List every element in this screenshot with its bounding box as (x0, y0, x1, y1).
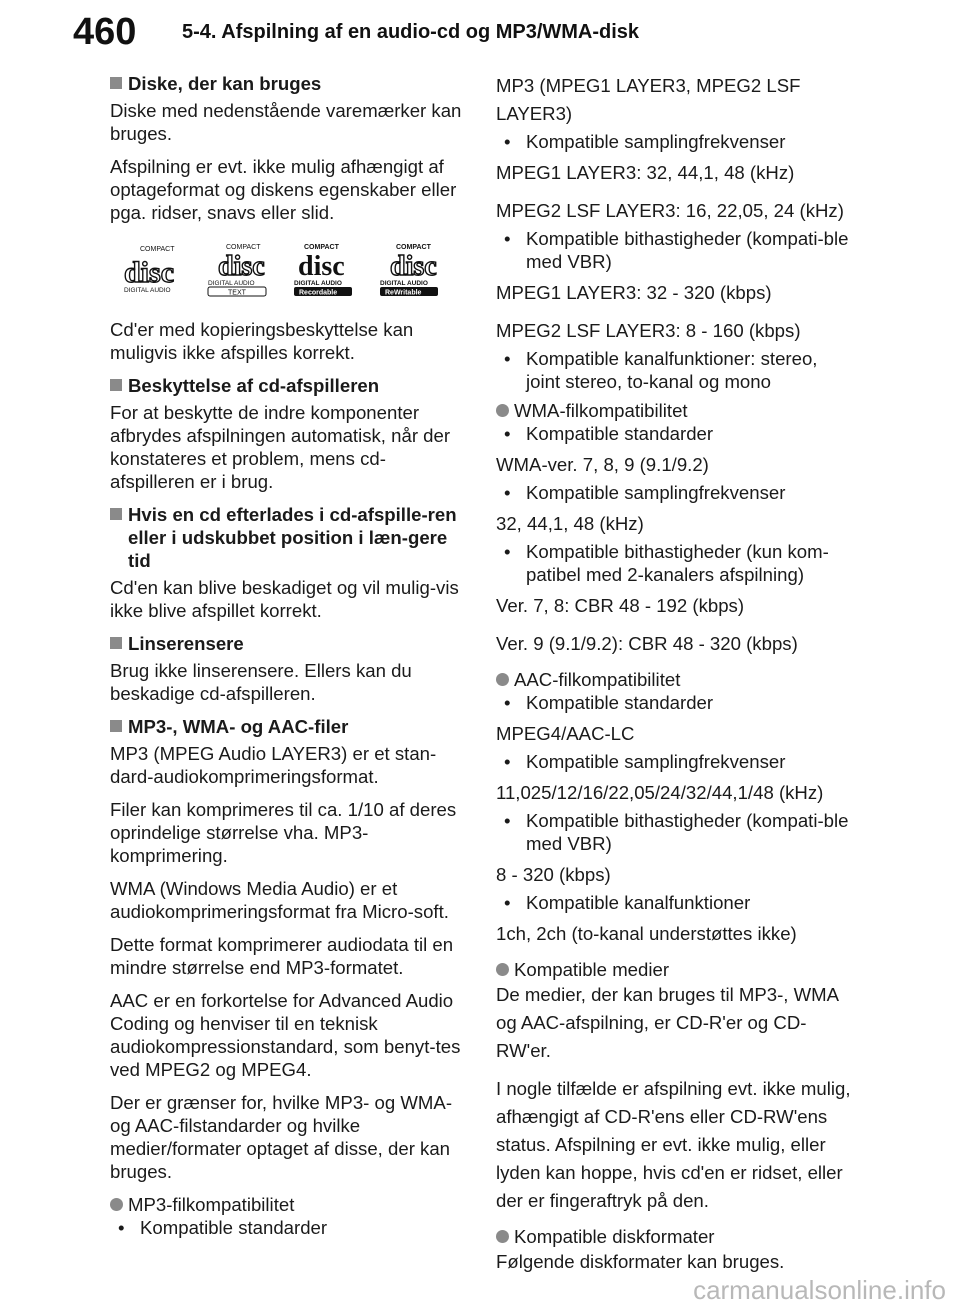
heading-usable-discs: Diske, der kan bruges (110, 72, 470, 95)
bullet-item: • Kompatible samplingfrekvenser (504, 131, 786, 152)
section-title: 5-4. Afspilning af en audio-cd og MP3/WMA-disk (182, 21, 640, 43)
circle-bullet-icon (496, 963, 509, 976)
square-bullet-icon (110, 77, 122, 89)
square-bullet-icon (110, 637, 122, 649)
compact-disc-text-logo (204, 242, 280, 298)
paragraph: 32, 44,1, 48 (kHz) (496, 513, 644, 534)
heading-mp3-wma-aac-files: MP3-, WMA- og AAC-filer (110, 715, 470, 738)
circle-bullet-icon (110, 1198, 123, 1211)
svg-text:ReWritable: ReWritable (385, 289, 422, 297)
svg-text:COMPACT: COMPACT (304, 244, 339, 251)
paragraph: Ver. 7, 8: CBR 48 - 192 (kbps) (496, 595, 745, 616)
bullet-item: • Kompatible kanalfunktioner (504, 892, 751, 913)
paragraph: I nogle tilfælde er afspilning evt. ikke mulig, afhængigt af CD-R'ens eller CD-RW'ens status. Afspilning er evt. ikke mulig, eller lyden kan hoppe, hvis cd'en er ridset, eller der er fingeraftryk på den. (496, 1078, 851, 1211)
svg-text:COMPACT: COMPACT (140, 246, 175, 253)
bullet-item: • Kompatible bithastigheder (kompati-ble med VBR) (504, 228, 849, 272)
circle-bullet-icon (496, 404, 509, 417)
svg-text:DIGITAL AUDIO: DIGITAL AUDIO (380, 280, 428, 287)
square-bullet-icon (110, 508, 122, 520)
svg-text:disc: disc (218, 251, 265, 282)
right-column (496, 72, 856, 1286)
page-number: 460 (0, 6, 168, 58)
svg-text:DIGITAL AUDIO: DIGITAL AUDIO (208, 280, 255, 287)
heading-lens-cleaners: Linserensere (110, 632, 470, 655)
bullet-item: • Kompatible samplingfrekvenser (504, 751, 786, 772)
paragraph: For at beskytte de indre komponenter afbrydes afspilningen automatisk, når der konstateres et problem, mens cd-afspilleren er i brug. (110, 402, 451, 492)
paragraph: Følgende diskformater kan bruges. (496, 1251, 785, 1272)
paragraph: Cd'en kan blive beskadiget og vil mulig-vis ikke blive afspillet korrekt. (110, 577, 459, 621)
subheading-wma-compat: WMA-filkompatibilitet (496, 399, 856, 422)
bullet-item: • Kompatible standarder (118, 1217, 328, 1238)
paragraph: 11,025/12/16/22,05/24/32/44,1/48 (kHz) (496, 782, 824, 803)
paragraph: Brug ikke linserensere. Ellers kan du beskadige cd-afspilleren. (110, 660, 412, 704)
bullet-item: • Kompatible standarder (504, 692, 714, 713)
bullet-item: • Kompatible standarder (504, 423, 714, 444)
paragraph: Der er grænser for, hvilke MP3- og WMA- og AAC-filstandarder og hvilke medier/formater optaget af disse, der kan bruges. (110, 1092, 453, 1182)
paragraph: 8 - 320 (kbps) (496, 864, 611, 885)
paragraph: De medier, der kan bruges til MP3-, WMA og AAC-afspilning, er CD-R'er og CD-RW'er. (496, 984, 839, 1061)
heading-cd-left-in-player: Hvis en cd efterlades i cd-afspille-ren eller i udskubbet position i læn-gere tid (110, 503, 470, 572)
svg-text:disc: disc (124, 256, 175, 289)
paragraph: MPEG2 LSF LAYER3: 16, 22,05, 24 (kHz) (496, 200, 844, 221)
disc-logos (118, 242, 470, 298)
paragraph: WMA-ver. 7, 8, 9 (9.1/9.2) (496, 454, 709, 475)
paragraph: MPEG4/AAC-LC (496, 723, 635, 744)
svg-text:COMPACT: COMPACT (396, 244, 431, 251)
subheading-disc-formats: Kompatible diskformater (496, 1225, 856, 1248)
svg-text:COMPACT: COMPACT (226, 244, 261, 251)
paragraph: MPEG1 LAYER3: 32, 44,1, 48 (kHz) (496, 162, 795, 183)
paragraph: Diske med nedenstående varemærker kan bruges. (110, 100, 462, 144)
square-bullet-icon (110, 720, 122, 732)
paragraph: Cd'er med kopieringsbeskyttelse kan muligvis ikke afspilles korrekt. (110, 319, 414, 363)
watermark: carmanualsonline.info (693, 1275, 946, 1305)
paragraph: MPEG1 LAYER3: 32 - 320 (kbps) (496, 282, 772, 303)
svg-text:disc: disc (390, 251, 437, 282)
svg-text:DIGITAL AUDIO: DIGITAL AUDIO (294, 280, 342, 287)
paragraph: Ver. 9 (9.1/9.2): CBR 48 - 320 (kbps) (496, 633, 798, 654)
paragraph: 1ch, 2ch (to-kanal understøttes ikke) (496, 923, 797, 944)
circle-bullet-icon (496, 673, 509, 686)
left-column (110, 72, 470, 1245)
page-header (0, 0, 960, 58)
circle-bullet-icon (496, 1230, 509, 1243)
heading-player-protection: Beskyttelse af cd-afspilleren (110, 374, 470, 397)
paragraph: Filer kan komprimeres til ca. 1/10 af deres oprindelige størrelse vha. MP3-komprimering. (110, 799, 457, 866)
bullet-item: • Kompatible bithastigheder (kun kom-patibel med 2-kanalers afspilning) (504, 541, 829, 585)
compact-disc-rewritable-logo (376, 242, 452, 298)
svg-text:Recordable: Recordable (299, 289, 338, 297)
svg-text:DIGITAL AUDIO: DIGITAL AUDIO (124, 287, 171, 294)
paragraph: AAC er en forkortelse for Advanced Audio Coding og henviser til en teknisk audiokompressionstandard, som benyt-tes ved MPEG2 og MPEG4. (110, 990, 461, 1080)
square-bullet-icon (110, 379, 122, 391)
bullet-item: • Kompatible kanalfunktioner: stereo, joint stereo, to-kanal og mono (504, 348, 818, 392)
compact-disc-recordable-logo (290, 242, 366, 298)
compact-disc-digital-audio-logo (118, 242, 194, 298)
svg-text:TEXT: TEXT (228, 289, 246, 297)
paragraph: WMA (Windows Media Audio) er et audiokomprimeringsformat fra Micro-soft. (110, 878, 449, 922)
svg-text:disc: disc (298, 251, 345, 282)
paragraph: MP3 (MPEG Audio LAYER3) er et stan-dard-audiokomprimeringsformat. (110, 743, 437, 787)
subheading-compatible-media: Kompatible medier (496, 958, 856, 981)
paragraph: MP3 (MPEG1 LAYER3, MPEG2 LSF LAYER3) (496, 75, 801, 124)
subheading-mp3-compat: MP3-filkompatibilitet (110, 1193, 470, 1216)
paragraph: MPEG2 LSF LAYER3: 8 - 160 (kbps) (496, 320, 801, 341)
bullet-item: • Kompatible samplingfrekvenser (504, 482, 786, 503)
bullet-item: • Kompatible bithastigheder (kompati-ble med VBR) (504, 810, 849, 854)
paragraph: Dette format komprimerer audiodata til en mindre størrelse end MP3-formatet. (110, 934, 454, 978)
subheading-aac-compat: AAC-filkompatibilitet (496, 668, 856, 691)
paragraph: Afspilning er evt. ikke mulig afhængigt af optageformat og diskens egenskaber eller pga. ridser, snavs eller slid. (110, 156, 457, 223)
